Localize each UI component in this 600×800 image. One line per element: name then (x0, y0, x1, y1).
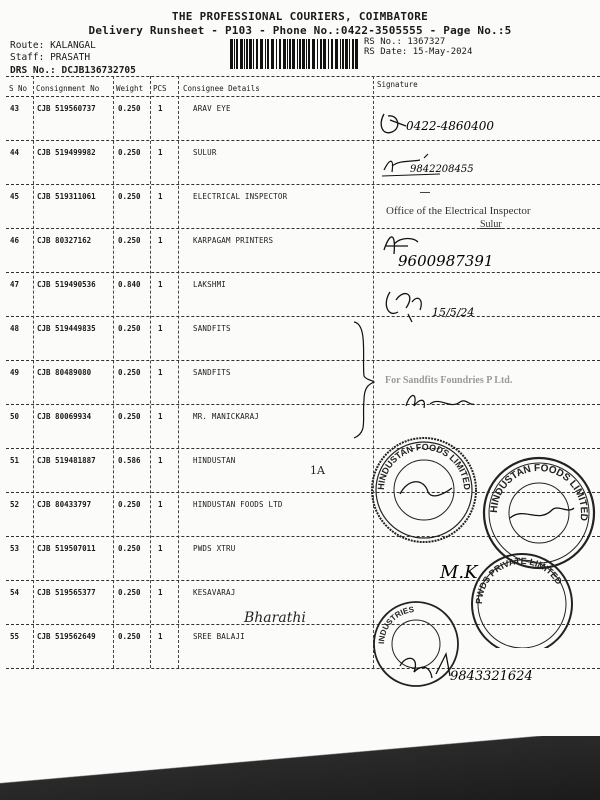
scan-shadow (0, 736, 600, 800)
row-weight: 0.250 (118, 104, 141, 113)
row-consignee: SULUR (193, 148, 217, 157)
barcode-bar (328, 39, 329, 69)
row-rule (6, 184, 600, 185)
row-consignee: LAKSHMI (193, 280, 227, 289)
phone-46: 9600987391 (398, 252, 494, 270)
row-pcs: 1 (158, 324, 163, 333)
col-header-signature: Signature (377, 80, 418, 89)
row-pcs: 1 (158, 632, 163, 641)
row-consignment-no: CJB 80489080 (37, 368, 92, 377)
stamp-text: HINDUSTAN FOODS LIMITED (375, 441, 473, 491)
barcode-bar (297, 39, 298, 69)
barcode-bar (234, 39, 235, 69)
row-consignment-no: CJB 80327162 (37, 236, 92, 245)
col-header-sno: S No (9, 84, 28, 93)
col-header-consignment: Consignment No (36, 84, 100, 93)
row-consignment-no: CJB 519499982 (37, 148, 96, 157)
rs-number: RS No.: 1367327 (364, 37, 446, 47)
row-consignee: ELECTRICAL INSPECTOR (193, 192, 288, 201)
row-sno: 49 (10, 368, 20, 377)
stamp-text: PWDS PRIVATE LIMITED (473, 555, 565, 605)
row-consignment-no: CJB 519507011 (37, 544, 96, 553)
rs-date: RS Date: 15-May-2024 (364, 47, 473, 57)
staff-line (10, 52, 90, 63)
barcode-bar (271, 39, 274, 69)
row-weight: 0.586 (118, 456, 141, 465)
row-pcs: 1 (158, 148, 163, 157)
barcode-bar (260, 39, 263, 69)
row-sno: 52 (10, 500, 20, 509)
row-consignee: KESAVARAJ (193, 588, 236, 597)
stamp-text: HINDUSTAN FOODS LIMITED (488, 462, 590, 522)
phone-43: 0422-4860400 (406, 119, 495, 133)
phone-44: 9842208455 (410, 164, 474, 175)
barcode-bar (312, 39, 315, 69)
seal-mark (420, 192, 430, 196)
signature-43 (376, 106, 536, 142)
table-row (0, 142, 600, 186)
row-consignment-no: CJB 519490536 (37, 280, 96, 289)
barcode-bar (246, 39, 248, 69)
row-pcs: 1 (158, 368, 163, 377)
barcode-bar (279, 39, 281, 69)
row-pcs: 1 (158, 456, 163, 465)
row-consignee: SANDFITS (193, 324, 231, 333)
barcode-bar (355, 39, 358, 69)
row-rule (6, 448, 600, 449)
drs-line (10, 65, 136, 76)
row-sno: 45 (10, 192, 20, 201)
route-line (10, 40, 96, 51)
barcode-bar (236, 39, 238, 69)
row-consignment-no: CJB 80069934 (37, 412, 92, 421)
barcode-bar (331, 39, 333, 69)
barcode-bar (342, 39, 344, 69)
col-header-pcs: PCS (153, 84, 167, 93)
barcode-bar (265, 39, 266, 69)
row-rule (6, 404, 600, 405)
row-sno: 53 (10, 544, 20, 553)
drs-value: DCJB136732705 (61, 65, 136, 76)
barcode-bar (276, 39, 277, 69)
signature-49 (400, 386, 480, 416)
row-sno: 44 (10, 148, 20, 157)
row-consignment-no: CJB 80433797 (37, 500, 92, 509)
row-sno: 48 (10, 324, 20, 333)
row-weight: 0.250 (118, 368, 141, 377)
row-pcs: 1 (158, 500, 163, 509)
barcode-bar (323, 39, 326, 69)
row-sno: 50 (10, 412, 20, 421)
row-consignee: SANDFITS (193, 368, 231, 377)
row-consignment-no: CJB 519311061 (37, 192, 96, 201)
row-pcs: 1 (158, 588, 163, 597)
signature-53: M.K (440, 562, 478, 583)
barcode-bar (240, 39, 243, 69)
barcode-bar (320, 39, 322, 69)
barcode (230, 39, 358, 69)
runsheet-subtitle: Delivery Runsheet - P103 - Phone No.:0422-3505555 - Page No.:5 (88, 24, 512, 37)
table-top-rule (6, 76, 600, 77)
barcode-bar (256, 39, 258, 69)
row-weight: 0.250 (118, 588, 141, 597)
row-sno: 54 (10, 588, 20, 597)
row-consignee: MR. MANICKARAJ (193, 412, 260, 421)
barcode-bar (317, 39, 318, 69)
phone-55: 9843321624 (450, 669, 533, 684)
row-weight: 0.250 (118, 324, 141, 333)
row-weight: 0.840 (118, 280, 141, 289)
col-header-consignee: Consignee Details (183, 84, 260, 93)
signature-55 (396, 646, 566, 692)
row-weight: 0.250 (118, 632, 141, 641)
row-weight: 0.250 (118, 544, 141, 553)
note-51: 1A (310, 464, 325, 477)
consignee-handwriting-54: Bharathi (244, 610, 306, 626)
row-sno: 51 (10, 456, 20, 465)
row-weight: 0.250 (118, 148, 141, 157)
signature-44 (380, 150, 510, 184)
stamp-location: Sulur (480, 219, 502, 230)
row-consignee: SREE BALAJI (193, 632, 245, 641)
company-title: THE PROFESSIONAL COURIERS, COIMBATORE (171, 10, 429, 23)
svg-text:INDUSTRIES (377, 605, 415, 644)
barcode-bar (230, 39, 233, 69)
barcode-bar (253, 39, 254, 69)
barcode-bar (349, 39, 350, 69)
row-consignee: KARPAGAM PRINTERS (193, 236, 274, 245)
barcode-bar (345, 39, 348, 69)
row-pcs: 1 (158, 412, 163, 421)
staff-value: PRASATH (50, 52, 91, 63)
route-label: Route: (10, 40, 45, 51)
row-consignee: PWDS XTRU (193, 544, 236, 553)
barcode-bar (302, 39, 305, 69)
row-pcs: 1 (158, 236, 163, 245)
row-weight: 0.250 (118, 500, 141, 509)
route-value: KALANGAL (50, 40, 96, 51)
table-row (0, 406, 600, 450)
row-consignment-no: CJB 519562649 (37, 632, 96, 641)
drs-label: DRS No.: (10, 65, 56, 76)
row-weight: 0.250 (118, 192, 141, 201)
row-consignment-no: CJB 519481887 (37, 456, 96, 465)
stamp-text: INDUSTRIES (376, 604, 415, 645)
barcode-bar (335, 39, 338, 69)
sandfits-stamp: For Sandfits Foundries P Ltd. (385, 375, 513, 386)
barcode-bar (283, 39, 286, 69)
row-consignee: HINDUSTAN (193, 456, 236, 465)
barcode-bar (340, 39, 341, 69)
header-bottom-rule (6, 96, 600, 97)
row-consignment-no: CJB 519565377 (37, 588, 96, 597)
signature-47 (382, 284, 522, 328)
barcode-bar (289, 39, 291, 69)
date-47: 15/5/24 (432, 306, 475, 319)
row-consignee: HINDUSTAN FOODS LTD (193, 500, 283, 509)
barcode-bar (249, 39, 252, 69)
row-rule (6, 360, 600, 361)
row-sno: 55 (10, 632, 20, 641)
row-sno: 46 (10, 236, 20, 245)
barcode-bar (299, 39, 301, 69)
row-pcs: 1 (158, 544, 163, 553)
row-pcs: 1 (158, 280, 163, 289)
electrical-inspector-stamp: Office of the Electrical Inspector (386, 205, 531, 217)
row-weight: 0.250 (118, 236, 141, 245)
signature-46 (378, 226, 578, 274)
row-pcs: 1 (158, 192, 163, 201)
row-consignee: ARAV EYE (193, 104, 231, 113)
col-header-weight: Weight (116, 84, 144, 93)
row-sno: 47 (10, 280, 20, 289)
barcode-bar (267, 39, 269, 69)
row-weight: 0.250 (118, 412, 141, 421)
barcode-bar (308, 39, 310, 69)
barcode-bar (287, 39, 288, 69)
company-stamp (368, 434, 480, 546)
row-sno: 43 (10, 104, 20, 113)
staff-label: Staff: (10, 52, 45, 63)
row-consignment-no: CJB 519560737 (37, 104, 96, 113)
barcode-bar (244, 39, 245, 69)
row-pcs: 1 (158, 104, 163, 113)
row-consignment-no: CJB 519449835 (37, 324, 96, 333)
barcode-bar (352, 39, 354, 69)
barcode-bar (306, 39, 307, 69)
brace-mark (350, 320, 380, 440)
barcode-bar (292, 39, 295, 69)
